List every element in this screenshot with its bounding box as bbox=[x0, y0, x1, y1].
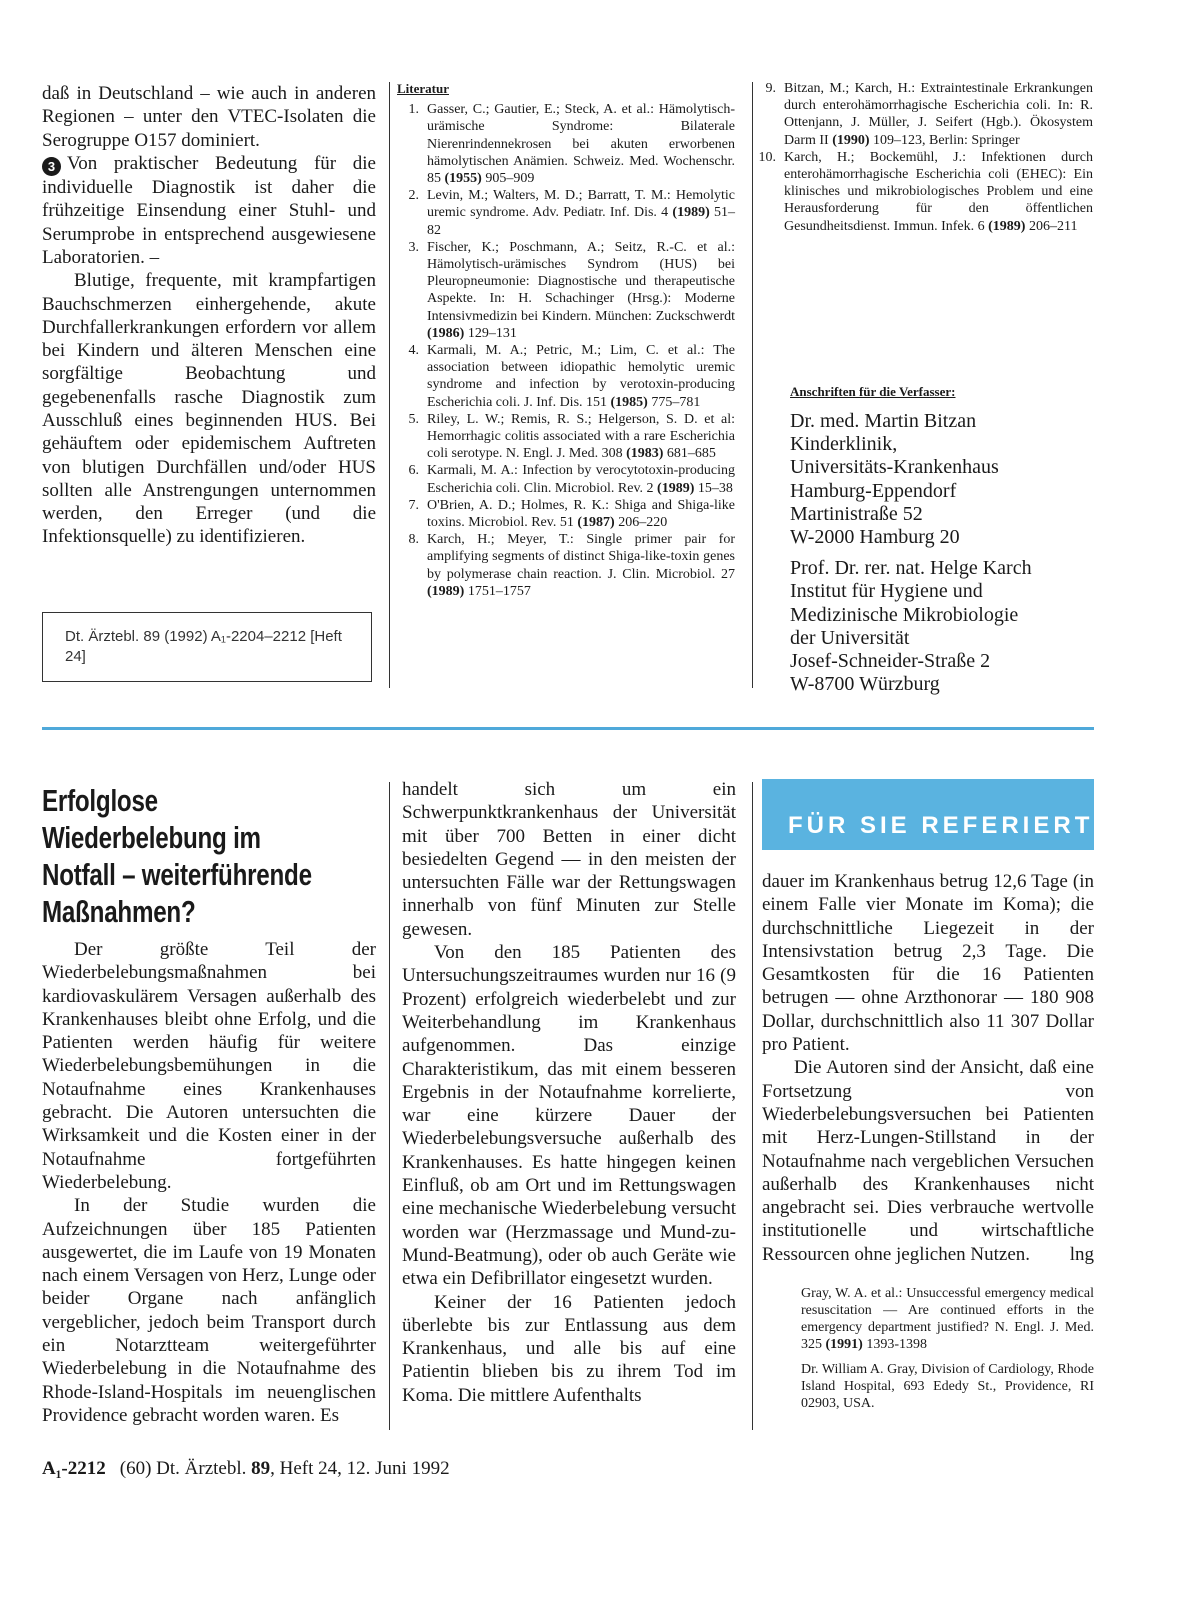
reference-item bbox=[397, 239, 735, 342]
address-line: Medizinische Mikrobiologie bbox=[790, 603, 1019, 626]
address-line: der Universität bbox=[790, 626, 910, 649]
column-divider bbox=[389, 82, 390, 688]
author-signature: lng bbox=[1069, 1243, 1094, 1265]
address-line: Institut für Hygiene und bbox=[790, 580, 983, 603]
column-divider bbox=[752, 782, 753, 1430]
literature-list-continued bbox=[754, 80, 1093, 235]
reference-text: Karmali, M. A.; Petric, M.; Lim, C. et al.: The association between idiopathic hemolytic uremic syndrome and infection by verotoxin-producing Escherichia coli. J. Inf. Dis. 151 (1985) 775–781 bbox=[427, 343, 735, 410]
reference-item bbox=[397, 411, 735, 463]
page-footer: A₁-2212 (60) Dt. Ärztebl. 89, Heft 24, 12. Juni 1992 bbox=[42, 1458, 450, 1479]
article-source bbox=[801, 1285, 1094, 1420]
author-addresses bbox=[790, 384, 1093, 704]
source-contact: Dr. William A. Gray, Division of Cardiology, Rhode Island Hospital, 693 Ededy St., Providence, RI 02903, USA. bbox=[801, 1362, 1094, 1411]
address-line: Dr. med. Martin Bitzan bbox=[790, 410, 977, 432]
reference-text: Gasser, C.; Gautier, E.; Steck, A. et al.: Hämolytisch-urämische Syndrome: Bilaterale Nierenrindennekrosen bei akuten erworbenen hämolytischen Anämien. Schweiz. Med. Wochenschr. 85 (1955) 905–909 bbox=[427, 102, 735, 187]
reference-text: Karch, H.; Bockemühl, J.: Infektionen durch enterohämorrhagische Escherichia coli (EHEC): Ein klinisches und mikrobiologisches Problem und eine Herausforderung für den öffentlichen Gesundheitsdienst. Immun. Infek. 6 (1989) 206–211 bbox=[784, 149, 1093, 234]
reference-text: Fischer, K.; Poschmann, A.; Seitz, R.-C. et al.: Hämolytisch-urämisches Syndrom (HUS) bei Pleuropneumonie: Diagnostische und therapeutische Aspekte. In: H. Schachinger (Hrsg.): Moderne Intensivmedizin bei Kindern. München: Zuckschwerdt (1986) 129–131 bbox=[427, 239, 735, 341]
top-column-1 bbox=[42, 82, 376, 549]
headline-line: Wiederbelebung im bbox=[42, 820, 261, 855]
reference-text: Bitzan, M.; Karch, H.: Extraintestinale Erkrankungen durch enterohämorrhagische Escherichia coli. In: R. Ottenjann, J. Müller, J. Seifert (Hgb.). Ökosystem Darm II (1990) 109–123, Berlin: Springer bbox=[784, 81, 1093, 148]
reference-item bbox=[397, 187, 735, 239]
address-line: Josef-Schneider-Straße 2 bbox=[790, 650, 991, 673]
references bbox=[754, 80, 1093, 235]
reference-item bbox=[397, 531, 735, 600]
reference-number: 4. bbox=[408, 343, 419, 359]
headline-line: Maßnahmen? bbox=[42, 894, 196, 929]
article-column-1 bbox=[42, 938, 376, 1427]
headline-line: Notfall – weiterführende bbox=[42, 857, 312, 892]
reference-number: 5. bbox=[408, 411, 419, 427]
paragraph: handelt sich um ein Schwerpunktkrankenhaus der Universität mit über 700 Betten in einer dicht besiedelten Gegend — in den meisten der untersuchten Fälle war der Rettungswagen innerhalb von fünf Minuten zur Stelle gewesen. bbox=[402, 779, 736, 940]
reference-number: 3. bbox=[408, 239, 419, 255]
volume-number: 89 bbox=[251, 1458, 271, 1479]
references bbox=[397, 101, 735, 600]
banner-label: FÜR SIE REFERIERT bbox=[788, 812, 1094, 839]
section-banner bbox=[762, 779, 1094, 850]
page-code: A₁-2212 bbox=[42, 1458, 106, 1479]
paragraph: Von den 185 Patienten des Untersuchungszeitraumes wurden nur 16 (9 Prozent) erfolgreich wiederbelebt und zur Weiterbehandlung im Krankenhaus aufgenommen. Das einzige Charakteristikum, das mit einem besseren Ergebnis in der Notaufnahme korrelierte, war eine kürzere Dauer der Wiederbelebungsversuche außerhalb des Krankenhauses. Es hatte hingegen keinen Einfluß, ob am Ort und im Rettungswagen eine mechanische Wiederbelebung versucht worden war (Herzmassage und Mund-zu-Mund-Beatmung), oder ob auch Geräte wie etwa ein Defibrillator eingesetzt wurden. bbox=[402, 942, 736, 1290]
reference-item bbox=[397, 497, 735, 531]
article-column-2 bbox=[402, 778, 736, 1407]
reference-item bbox=[754, 149, 1093, 235]
paragraph: dauer im Krankenhaus betrug 12,6 Tage (in einem Falle vier Monate im Koma); die durchschnittliche Liegezeit in der Intensivstation betrug 2,3 Tage. Die Gesamtkosten für die 16 Patienten betrugen — ohne Arzthonorar — 180 908 Dollar, durchschnittlich also 11 307 Dollar pro Patient. bbox=[762, 871, 1094, 1056]
address-line: Hamburg-Eppendorf bbox=[790, 479, 957, 502]
headline-line: Erfolglose bbox=[42, 783, 158, 818]
address-heading: Anschriften für die Verfasser: bbox=[790, 384, 956, 399]
reference-number: 2. bbox=[408, 188, 419, 204]
reference-text: Riley, L. W.; Remis, R. S.; Helgerson, S. D. et al: Hemorrhagic colitis associated with a rare Escherichia coli serotype. N. Engl. J. Med. 308 (1983) 681–685 bbox=[427, 411, 735, 462]
paragraph: Keiner der 16 Patienten jedoch überlebte bis zur Entlassung aus dem Krankenhaus, und alle bis auf eine Patientin blieben bis zu ihrem Tod im Koma. Die mittlere Aufenthalts bbox=[402, 1291, 736, 1406]
paragraph: 3 Von praktischer Bedeutung für die individuelle Diagnostik ist daher die frühzeitige Einsendung einer Stuhl- und Serumprobe in entsprechend ausgewiesene Laboratorien. – bbox=[42, 152, 376, 268]
reference-text: Karch, H.; Meyer, T.: Single primer pair for amplifying segments of distinct Shiga-like-toxin genes by polymerase chain reaction. J. Clin. Microbiol. 27 (1989) 1751–1757 bbox=[427, 532, 735, 599]
reference-item bbox=[754, 80, 1093, 149]
reference-number: 7. bbox=[408, 497, 419, 513]
reference-number: 9. bbox=[765, 81, 776, 96]
reference-number: 6. bbox=[408, 463, 419, 479]
article-column-3 bbox=[762, 870, 1094, 1266]
paragraph: Die Autoren sind der Ansicht, daß eine Fortsetzung von Wiederbelebungsversuchen bei Patienten mit Herz-Lungen-Stillstand in der Notaufnahme nach vergeblichen Versuchen außerhalb des Krankenhauses nicht angebracht sei. Dies verbrauche wertvolle institutionelle und wirtschaftliche Ressourcen ohne jeglichen Nutzen. lng bbox=[762, 1057, 1094, 1265]
citation-text: Dt. Ärztebl. 89 (1992) A₁-2204–2212 [Heft 24] bbox=[65, 628, 342, 665]
address-line: Universitäts-Krankenhaus bbox=[790, 456, 999, 479]
bullet-number-icon: 3 bbox=[42, 157, 61, 176]
address-karch bbox=[790, 557, 1093, 696]
reference-item bbox=[397, 462, 735, 496]
literature-heading: Literatur bbox=[397, 81, 449, 96]
reference-text: O'Brien, A. D.; Holmes, R. K.: Shiga and Shiga-like toxins. Microbiol. Rev. 51 (1987) 206–220 bbox=[427, 497, 735, 531]
column-divider bbox=[752, 82, 753, 688]
reference-item bbox=[397, 101, 735, 187]
literature-list bbox=[397, 80, 735, 600]
reference-number: 10. bbox=[758, 149, 776, 165]
address-line: W-2000 Hamburg 20 bbox=[790, 526, 960, 549]
address-line: W-8700 Würzburg bbox=[790, 673, 940, 696]
paragraph: In der Studie wurden die Aufzeichnungen über 185 Patienten ausgewertet, die im Laufe von 19 Monaten nach einem Versagen von Herz, Lunge oder beider Organe nach anfänglich vergeblicher, jedoch beim Transport durch ein Notarztteam weitergeführter Wiederbelebung in die Notaufnahme des Rhode-Island-Hospitals im neuenglischen Providence gebracht worden waren. Es bbox=[42, 1195, 376, 1426]
address-bitzan bbox=[790, 410, 1093, 549]
reference-item bbox=[397, 342, 735, 411]
section-divider bbox=[42, 727, 1094, 730]
address-line: Prof. Dr. rer. nat. Helge Karch bbox=[790, 557, 1032, 580]
paragraph: Der größte Teil der Wiederbelebungsmaßnahmen bei kardiovaskulärem Versagen außerhalb des Krankenhauses bleibt ohne Erfolg, und die Patienten werden häufig für weitere Wiederbelebungsbemühungen in die Notaufnahme eines Krankenhauses gebracht. Die Autoren untersuchten die Wirksamkeit und die Kosten einer in der Notaufnahme fortgeführten Wiederbelebung. bbox=[42, 939, 376, 1193]
article-headline bbox=[42, 782, 392, 930]
reference-number: 8. bbox=[408, 532, 419, 548]
address-line: Kinderklinik, bbox=[790, 433, 898, 456]
citation-box bbox=[42, 612, 372, 682]
reference-number: 1. bbox=[408, 102, 419, 118]
source-reference: Gray, W. A. et al.: Unsuccessful emergency medical resuscitation — Are continued efforts in the emergency department justified? N. Engl. J. Med. 325 (1991) 1393-1398 bbox=[801, 1286, 1094, 1352]
address-line: Martinistraße 52 bbox=[790, 502, 923, 525]
paragraph: Blutige, frequente, mit krampfartigen Bauchschmerzen einhergehende, akute Durchfallerkrankungen erfordern vor allem bei Kindern und älteren Menschen eine sorgfältige Beobachtung und gegebenenfalls rasche Diagnostik zum Ausschluß eines beginnenden HUS. Bei gehäuftem oder epidemischem Auftreten von blutigen Durchfällen und/oder HUS sollten alle Anstrengungen unternommen werden, den Erreger (und die Infektionsquelle) zu identifizieren. bbox=[42, 270, 376, 548]
paragraph: daß in Deutschland – wie auch in anderen Regionen – unter den VTEC-Isolaten die Serogruppe O157 dominiert. bbox=[42, 83, 376, 151]
reference-text: Karmali, M. A.: Infection by verocytotoxin-producing Escherichia coli. Clin. Microbiol. Rev. 2 (1989) 15–38 bbox=[427, 463, 735, 496]
reference-text: Levin, M.; Walters, M. D.; Barratt, T. M.: Hemolytic uremic syndrome. Adv. Pediatr. Inf. Dis. 4 (1989) 51–82 bbox=[427, 188, 735, 238]
column-divider bbox=[389, 782, 390, 1430]
